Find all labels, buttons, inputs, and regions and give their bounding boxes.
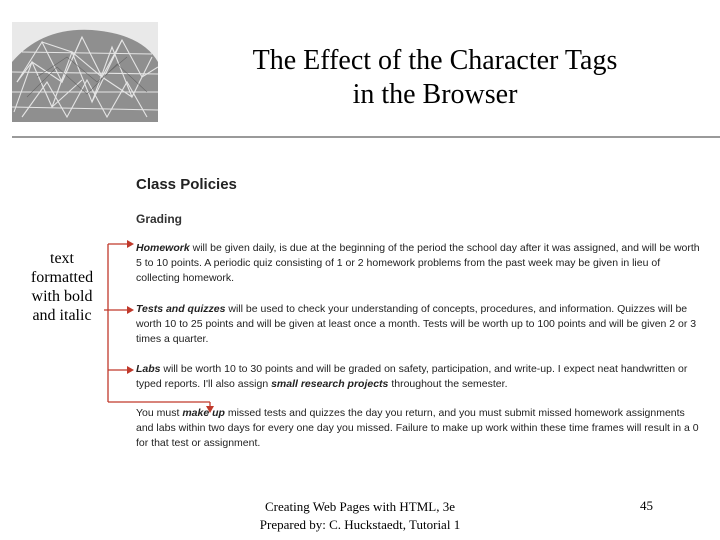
paragraph-labs	[136, 362, 702, 392]
paragraph-text: will be used to check your understanding of concepts, procedures, and information. Quizzes will be worth 10 to 25 points and will be given at least once a month. Tests will be worth up to 100 points and will be given 2 or 3 times a quarter.	[136, 303, 697, 345]
footer-line: Prepared by: C. Huckstaedt, Tutorial 1	[259, 517, 461, 532]
callout-line: and italic	[32, 307, 92, 324]
callout-line: formatted	[30, 269, 94, 286]
paragraph-text: will be worth 10 to 30 points and will be graded on safety, participation, and write-up. I expect neat handwritten or typed reports. I'll also assign	[136, 363, 688, 390]
paragraph-text: You must	[136, 407, 183, 419]
bold-italic-text: Homework	[136, 242, 190, 254]
slide-footer	[220, 498, 500, 534]
slide-title-line1: The Effect of the Character Tags	[252, 45, 618, 76]
footer-line: Creating Web Pages with HTML, 3e	[264, 499, 456, 514]
bold-italic-text: Tests and quizzes	[136, 303, 226, 315]
paragraph-homework	[136, 241, 702, 286]
paragraph-text: missed tests and quizzes the day you return, and you must submit missed homework assignments and labs within two days for every one day you missed. Failure to make up work within these time frames will result in a 0 for that test or assignment.	[136, 407, 699, 449]
bold-italic-text: make up	[182, 407, 225, 419]
paragraph-text: throughout the semester.	[388, 378, 508, 390]
paragraph-text: will be given daily, is due at the beginning of the period the school day after it was assigned, and will be worth 5 to 10 points. A periodic quiz consisting of 1 or 2 homework problems from the past week may be given in lieu of collecting homework.	[136, 242, 700, 284]
bold-italic-text: small research projects	[271, 378, 389, 390]
callout-line: with bold	[31, 288, 93, 305]
paragraph-makeup	[136, 406, 702, 451]
paragraph-tests	[136, 302, 702, 347]
bold-italic-text: Labs	[136, 363, 161, 375]
callout-line: text	[50, 250, 74, 267]
page-number: 45	[640, 498, 653, 513]
slide-title-line2: in the Browser	[352, 79, 518, 110]
page-heading: Class Policies	[136, 176, 237, 193]
section-heading: Grading	[136, 212, 183, 226]
